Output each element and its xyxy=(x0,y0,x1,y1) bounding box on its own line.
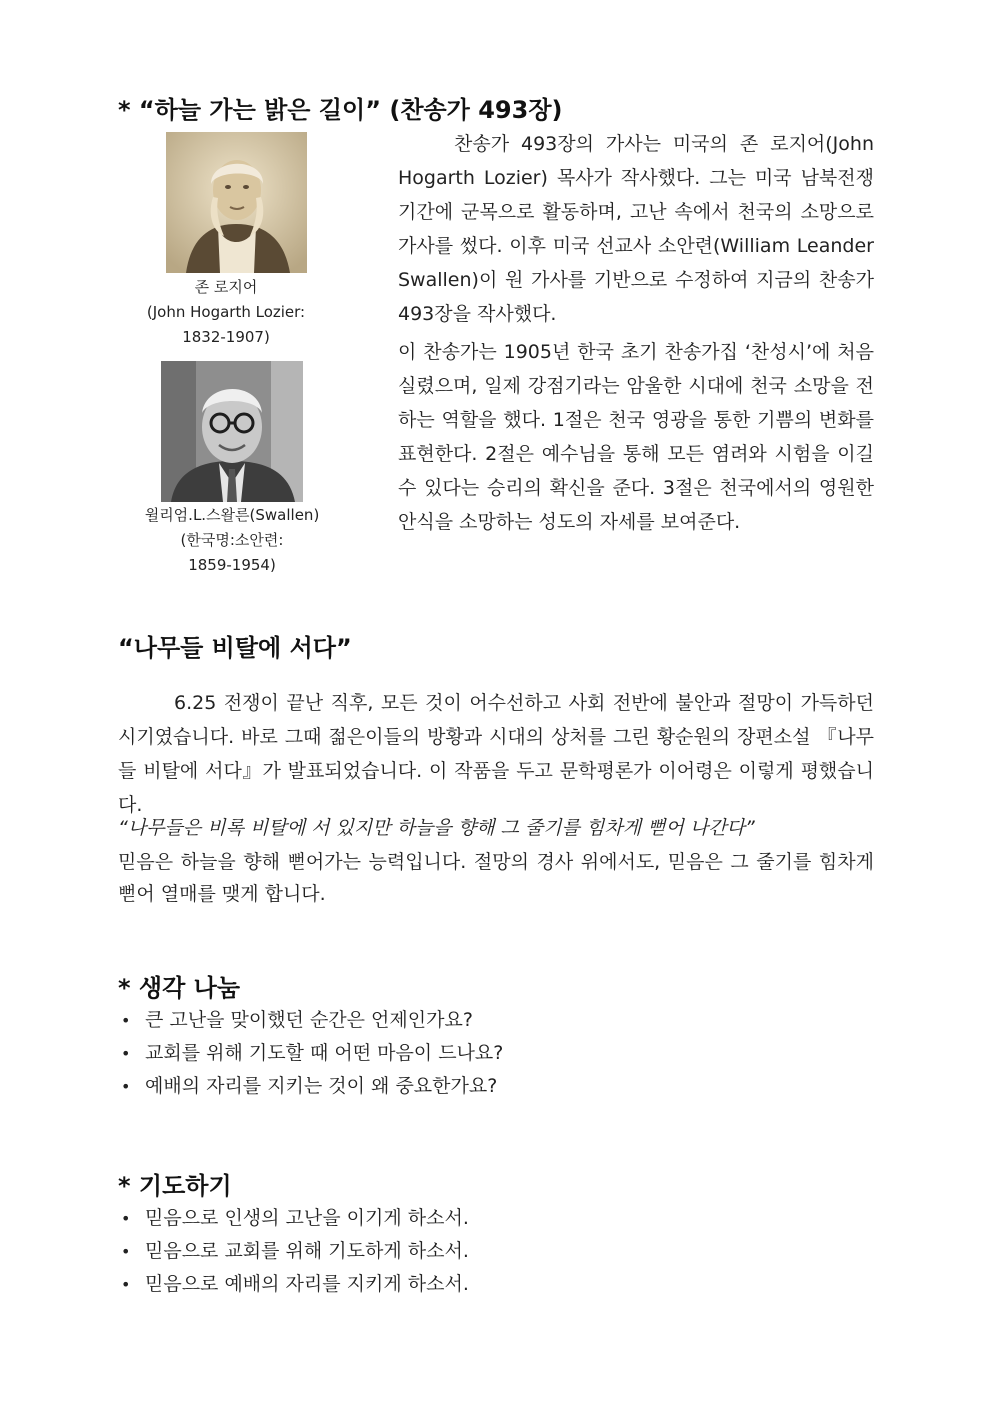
lozier-photo-caption xyxy=(126,275,326,350)
caption-line: 1832-1907) xyxy=(182,328,270,346)
list-item-text: 믿음으로 인생의 고난을 이기게 하소서. xyxy=(145,1207,469,1229)
caption-line: 윌리엄.L.스왈른(Swallen) xyxy=(144,506,320,524)
swallen-photo-caption xyxy=(132,503,332,578)
bullet-icon: • xyxy=(121,1209,131,1228)
novel-quote: “나무들은 비록 비탈에 서 있지만 하늘을 향해 그 줄기를 힘차게 뻗어 나간다” xyxy=(118,817,755,839)
list-item-text: 믿음으로 교회를 위해 기도하게 하소서. xyxy=(145,1240,469,1262)
list-item xyxy=(118,1004,874,1037)
swallen-portrait-image xyxy=(161,361,303,502)
list-item xyxy=(118,1268,874,1301)
bullet-icon: • xyxy=(121,1011,131,1030)
list-item-text: 믿음으로 예배의 자리를 지키게 하소서. xyxy=(145,1273,469,1295)
caption-line: (한국명:소안련: xyxy=(180,531,284,549)
list-item-text: 예배의 자리를 지키는 것이 왜 중요한가요? xyxy=(145,1075,498,1097)
list-item xyxy=(118,1235,874,1268)
swallen-portrait-photo xyxy=(161,361,303,502)
caption-line: 1859-1954) xyxy=(188,556,276,574)
caption-line: (John Hogarth Lozier: xyxy=(146,303,306,321)
bullet-icon: • xyxy=(121,1044,131,1063)
list-item xyxy=(118,1202,874,1235)
section-prayer-heading: * 기도하기 xyxy=(118,1172,232,1200)
list-item xyxy=(118,1037,874,1070)
list-item-text: 큰 고난을 맞이했던 순간은 언제인가요? xyxy=(145,1009,473,1031)
list-item xyxy=(118,1070,874,1103)
lozier-portrait-image xyxy=(166,132,307,273)
lozier-portrait-photo xyxy=(166,132,307,273)
hymn-history-paragraph: 찬송가 493장의 가사는 미국의 존 로지어(John Hogarth Lozier) 목사가 작사했다. 그는 미국 남북전쟁 기간에 군목으로 활동하며, 고난 속에서 천국의 소망으로 가사를 썼다. 이후 미국 선교사 소안련(William Leander Swallen)이 원 가사를 기반으로 수정하여 지금의 찬송가 493장을 작사했다. xyxy=(398,133,874,325)
hymn-meaning-paragraph: 이 찬송가는 1905년 한국 초기 찬송가집 ‘찬성시’에 처음 실렸으며, 일제 강점기라는 암울한 시대에 천국 소망을 전하는 역할을 했다. 1절은 천국 영광을 통한 기쁨의 변화를 표현한다. 2절은 예수님을 통해 모든 염려와 시험을 이길 수 있다는 승리의 확신을 준다. 3절은 천국에서의 영원한 안식을 소망하는 성도의 자세를 보여준다. xyxy=(398,341,874,533)
novel-intro-paragraph: 6.25 전쟁이 끝난 직후, 모든 것이 어수선하고 사회 전반에 불안과 절망이 가득하던 시기였습니다. 바로 그때 젊은이들의 방황과 시대의 상처를 그린 황순원의 장편소설 『나무들 비탈에 서다』가 발표되었습니다. 이 작품을 두고 문학평론가 이어령은 이렇게 평했습니다. xyxy=(118,692,874,816)
section-hymn-heading: * “하늘 가는 밝은 길이” (찬송가 493장) xyxy=(118,96,563,124)
section-novel-heading: “나무들 비탈에 서다” xyxy=(118,634,352,662)
bullet-icon: • xyxy=(121,1242,131,1261)
discussion-question-list xyxy=(118,1004,874,1103)
list-item-text: 교회를 위해 기도할 때 어떤 마음이 드나요? xyxy=(145,1042,504,1064)
bullet-icon: • xyxy=(121,1077,131,1096)
bullet-icon: • xyxy=(121,1275,131,1294)
faith-paragraph: 믿음은 하늘을 향해 뻗어가는 능력입니다. 절망의 경사 위에서도, 믿음은 그 줄기를 힘차게 뻗어 열매를 맺게 합니다. xyxy=(118,851,874,905)
caption-line: 존 로지어 xyxy=(194,278,258,296)
section-discussion-heading: * 생각 나눔 xyxy=(118,974,240,1002)
prayer-list xyxy=(118,1202,874,1301)
